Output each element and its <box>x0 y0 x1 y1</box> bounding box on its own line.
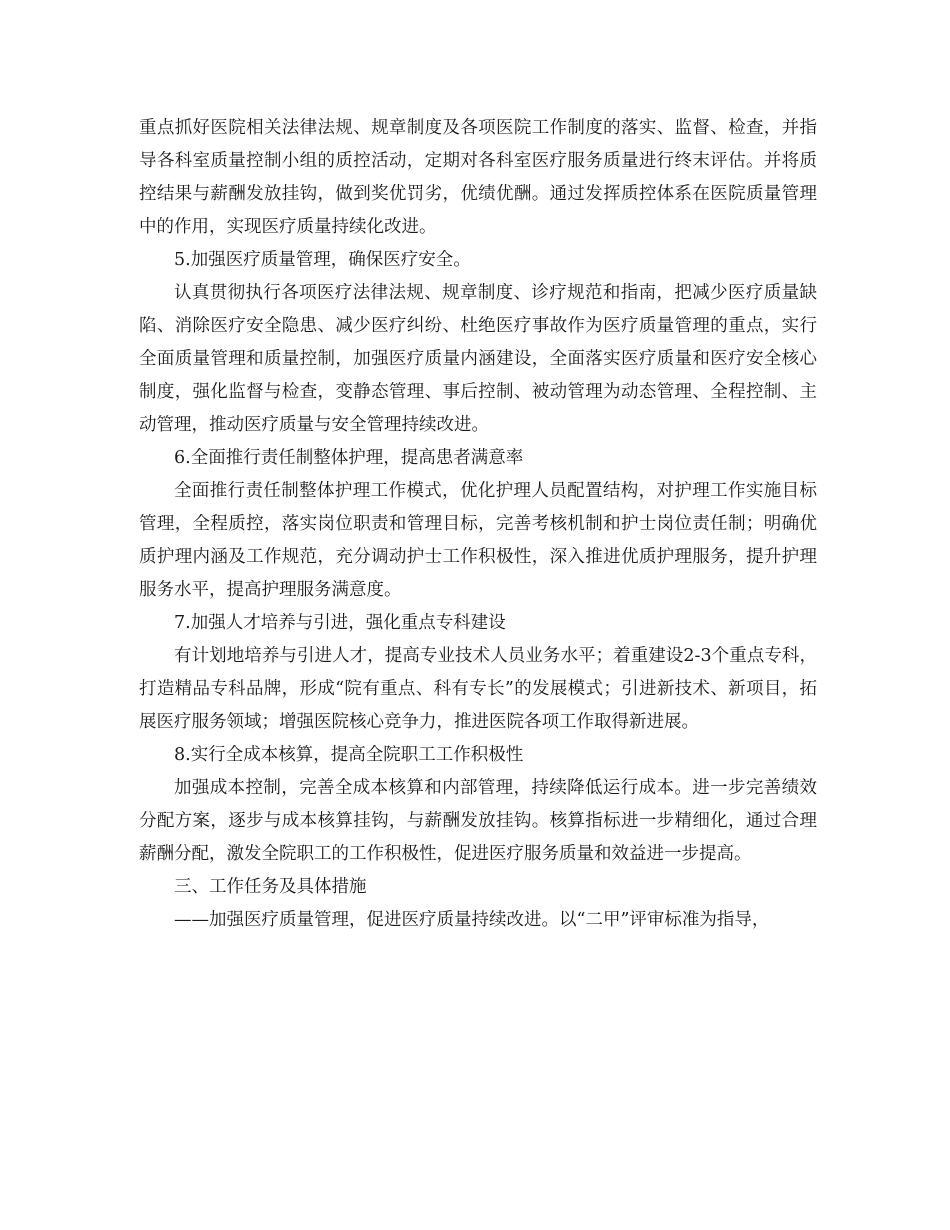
paragraph-quality-control: 重点抓好医院相关法律法规、规章制度及各项医院工作制度的落实、监督、检查，并指导各科室质量控制小组的质控活动，定期对各科室医疗服务质量进行终末评估。并将质控结果与薪酬发放挂钩，做到奖优罚劣，优绩优酬。通过发挥质控体系在医院质量管理中的作用，实现医疗质量持续化改进。 <box>139 118 817 237</box>
paragraph-cost-accounting: 加强成本控制，完善全成本核算和内部管理，持续降低运行成本。进一步完善绩效分配方案，逐步与成本核算挂钩，与薪酬发放挂钩。核算指标进一步精细化，通过合理薪酬分配，激发全院职工的工作积极性，促进医疗服务质量和效益进一步提高。 <box>139 778 817 864</box>
paragraph-medical-safety: 认真贯彻执行各项医疗法律法规、规章制度、诊疗规范和指南，把减少医疗质量缺陷、消除医疗安全隐患、减少医疗纠纷、杜绝医疗事故作为医疗质量管理的重点，实行全面质量管理和质量控制，加强医疗质量内涵建设，全面落实医疗质量和医疗安全核心制度，强化监督与检查，变静态管理、事后控制、被动管理为动态管理、全程控制、主动管理，推动医疗质量与安全管理持续改进。 <box>139 283 817 435</box>
document-body <box>139 112 817 937</box>
heading-nursing: 6.全面推行责任制整体护理，提高患者满意率 <box>174 448 524 468</box>
paragraph-nursing: 全面推行责任制整体护理工作模式，优化护理人员配置结构，对护理工作实施目标管理，全程质控，落实岗位职责和管理目标，完善考核机制和护士岗位责任制；明确优质护理内涵及工作规范，充分调动护士工作积极性，深入推进优质护理服务，提升护理服务水平，提高护理服务满意度。 <box>139 481 817 600</box>
paragraph-talent: 有计划地培养与引进人才，提高专业技术人员业务水平；着重建设2-3个重点专科，打造精品专科品牌，形成“院有重点、科有专长”的发展模式；引进新技术、新项目，拓展医疗服务领域；增强医院核心竞争力，推进医院各项工作取得新进展。 <box>139 646 817 732</box>
paragraph-tasks-measures: ——加强医疗质量管理，促进医疗质量持续改进。以“二甲”评审标准为指导， <box>174 910 770 930</box>
heading-medical-safety: 5.加强医疗质量管理，确保医疗安全。 <box>174 250 471 270</box>
heading-cost-accounting: 8.实行全成本核算，提高全院职工工作积极性 <box>174 745 524 765</box>
heading-talent: 7.加强人才培养与引进，强化重点专科建设 <box>174 613 506 633</box>
heading-tasks-measures: 三、工作任务及具体措施 <box>174 877 367 897</box>
